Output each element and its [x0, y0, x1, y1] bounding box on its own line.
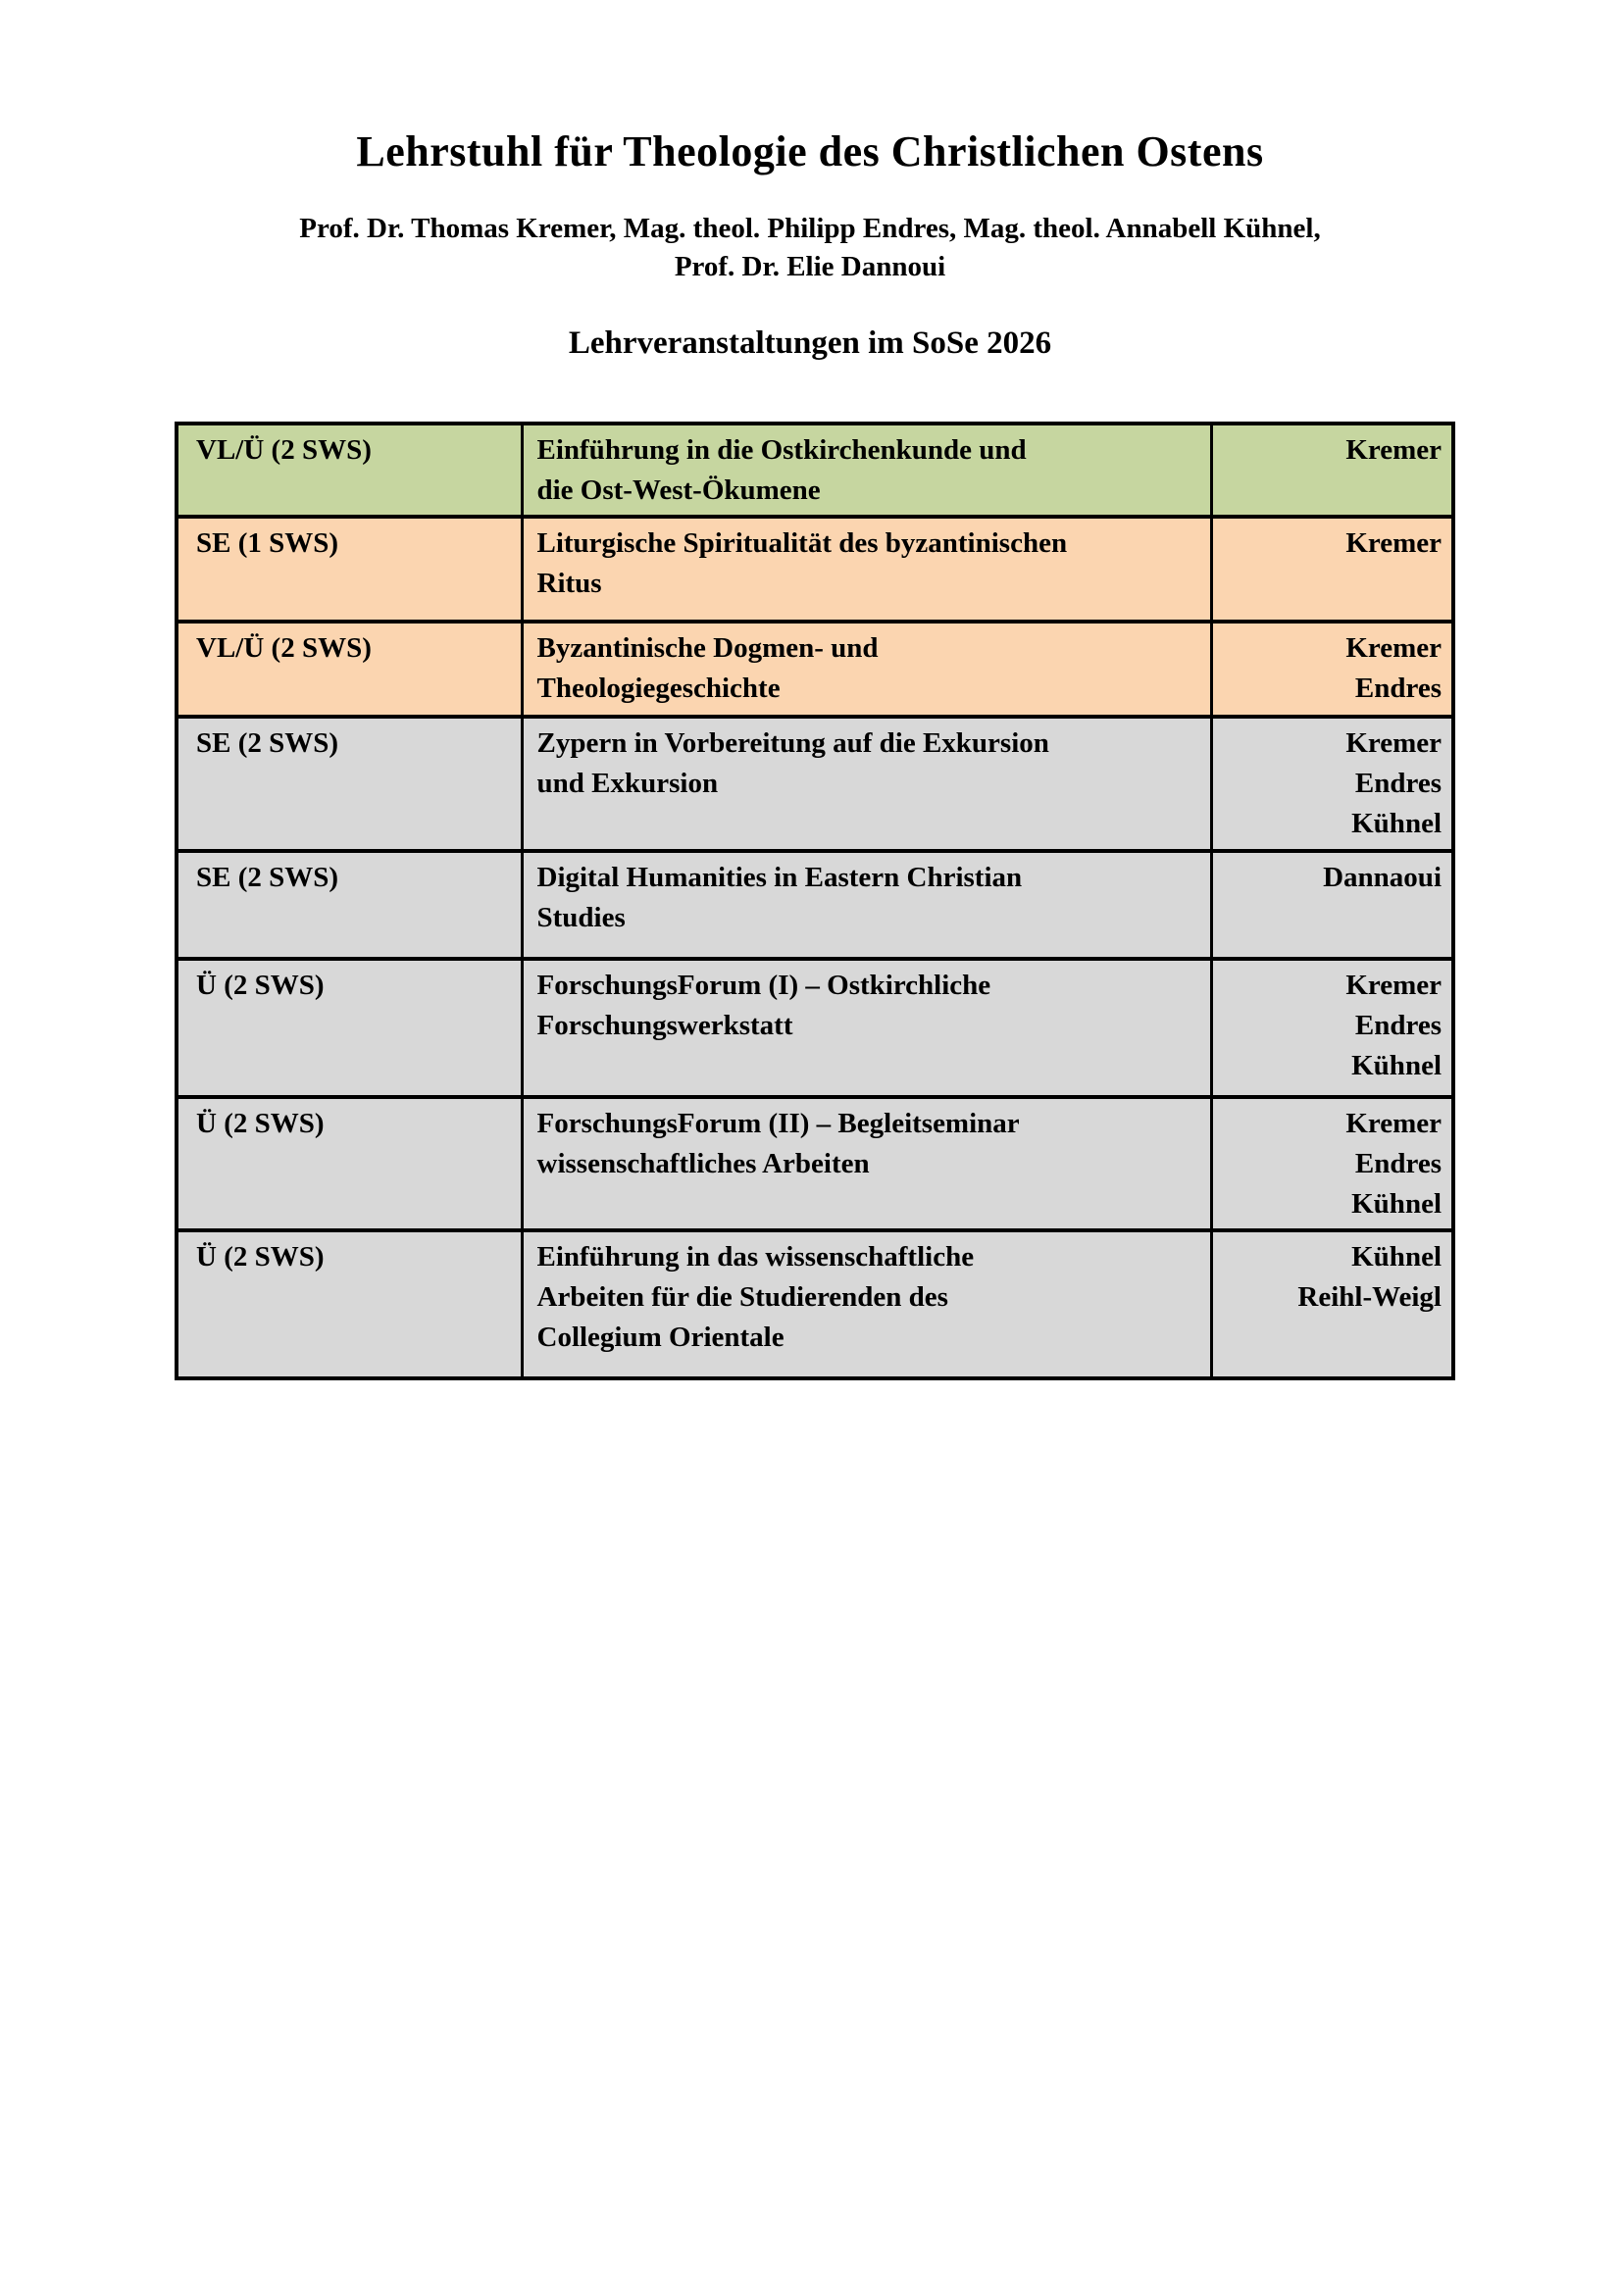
lecturer-name: Endres [1354, 1148, 1442, 1179]
lecturer-cell [1211, 1097, 1453, 1230]
lecturer-cell [1211, 1230, 1453, 1378]
course-title-line: Collegium Orientale [536, 1322, 785, 1353]
authors-block [0, 210, 1620, 286]
authors-line-2: Prof. Dr. Elie Dannoui [674, 251, 946, 282]
course-title-cell [522, 1230, 1211, 1378]
course-title-line: Forschungswerkstatt [536, 1010, 793, 1041]
course-row [177, 851, 1453, 959]
course-table-body [177, 424, 1453, 1378]
page-title: Lehrstuhl für Theologie des Christlichen Ostens [356, 127, 1264, 175]
course-type-cell: SE (2 SWS) [177, 851, 522, 959]
course-title-cell [522, 959, 1211, 1097]
lecturer-name: Endres [1354, 768, 1442, 799]
lecturer-name: Kremer [1345, 1108, 1442, 1139]
course-title-line: Einführung in das wissenschaftliche [536, 1241, 975, 1273]
lecturer-cell [1211, 622, 1453, 717]
course-title-line: Byzantinische Dogmen- und [536, 632, 879, 664]
course-title-cell [522, 1097, 1211, 1230]
course-type-cell: Ü (2 SWS) [177, 1097, 522, 1230]
course-row [177, 424, 1453, 517]
course-type-cell: SE (2 SWS) [177, 717, 522, 851]
course-title-cell [522, 622, 1211, 717]
course-title-cell [522, 717, 1211, 851]
lecturer-name: Kühnel [1351, 1188, 1442, 1220]
lecturer-name: Kühnel [1351, 1241, 1442, 1273]
course-title-line: ForschungsForum (II) – Begleitseminar [536, 1108, 1020, 1139]
lecturer-name: Endres [1354, 1010, 1442, 1041]
lecturer-cell [1211, 717, 1453, 851]
authors-line-1: Prof. Dr. Thomas Kremer, Mag. theol. Philipp Endres, Mag. theol. Annabell Kühnel, [299, 213, 1321, 244]
course-row [177, 622, 1453, 717]
course-title-line: Ritus [536, 568, 602, 599]
course-title-line: Arbeiten für die Studierenden des [536, 1281, 948, 1313]
course-title-cell [522, 851, 1211, 959]
course-title-line: Digital Humanities in Eastern Christian [536, 862, 1023, 893]
section-heading: Lehrveranstaltungen im SoSe 2026 [568, 325, 1052, 361]
lecturer-name: Dannaoui [1323, 862, 1442, 893]
course-type-cell: SE (1 SWS) [177, 517, 522, 622]
lecturer-name: Reihl-Weigl [1297, 1281, 1442, 1313]
course-title-line: Liturgische Spiritualität des byzantinischen [536, 527, 1068, 559]
course-table [175, 422, 1455, 1380]
course-title-cell [522, 517, 1211, 622]
lecturer-cell [1211, 424, 1453, 517]
course-type-cell: VL/Ü (2 SWS) [177, 424, 522, 517]
lecturer-name: Kühnel [1351, 808, 1442, 839]
lecturer-name: Kremer [1345, 727, 1442, 759]
course-row [177, 959, 1453, 1097]
course-row [177, 1097, 1453, 1230]
course-row [177, 1230, 1453, 1378]
course-type-cell: Ü (2 SWS) [177, 959, 522, 1097]
course-title-line: Studies [536, 902, 626, 933]
lecturer-name: Kühnel [1351, 1050, 1442, 1081]
course-title-line: ForschungsForum (I) – Ostkirchliche [536, 970, 991, 1001]
lecturer-name: Endres [1354, 673, 1442, 704]
lecturer-name: Kremer [1345, 527, 1442, 559]
course-title-line: Theologiegeschichte [536, 673, 781, 704]
course-title-line: die Ost-West-Ökumene [536, 474, 821, 506]
lecturer-cell [1211, 959, 1453, 1097]
course-type-cell: Ü (2 SWS) [177, 1230, 522, 1378]
course-title-line: Einführung in die Ostkirchenkunde und [536, 434, 1027, 466]
course-title-line: Zypern in Vorbereitung auf die Exkursion [536, 727, 1049, 759]
lecturer-cell [1211, 851, 1453, 959]
course-type-cell: VL/Ü (2 SWS) [177, 622, 522, 717]
lecturer-name: Kremer [1345, 970, 1442, 1001]
course-title-cell [522, 424, 1211, 517]
lecturer-name: Kremer [1345, 632, 1442, 664]
course-title-line: und Exkursion [536, 768, 719, 799]
course-row [177, 717, 1453, 851]
course-row [177, 517, 1453, 622]
lecturer-name: Kremer [1345, 434, 1442, 466]
lecturer-cell [1211, 517, 1453, 622]
course-title-line: wissenschaftliches Arbeiten [536, 1148, 870, 1179]
